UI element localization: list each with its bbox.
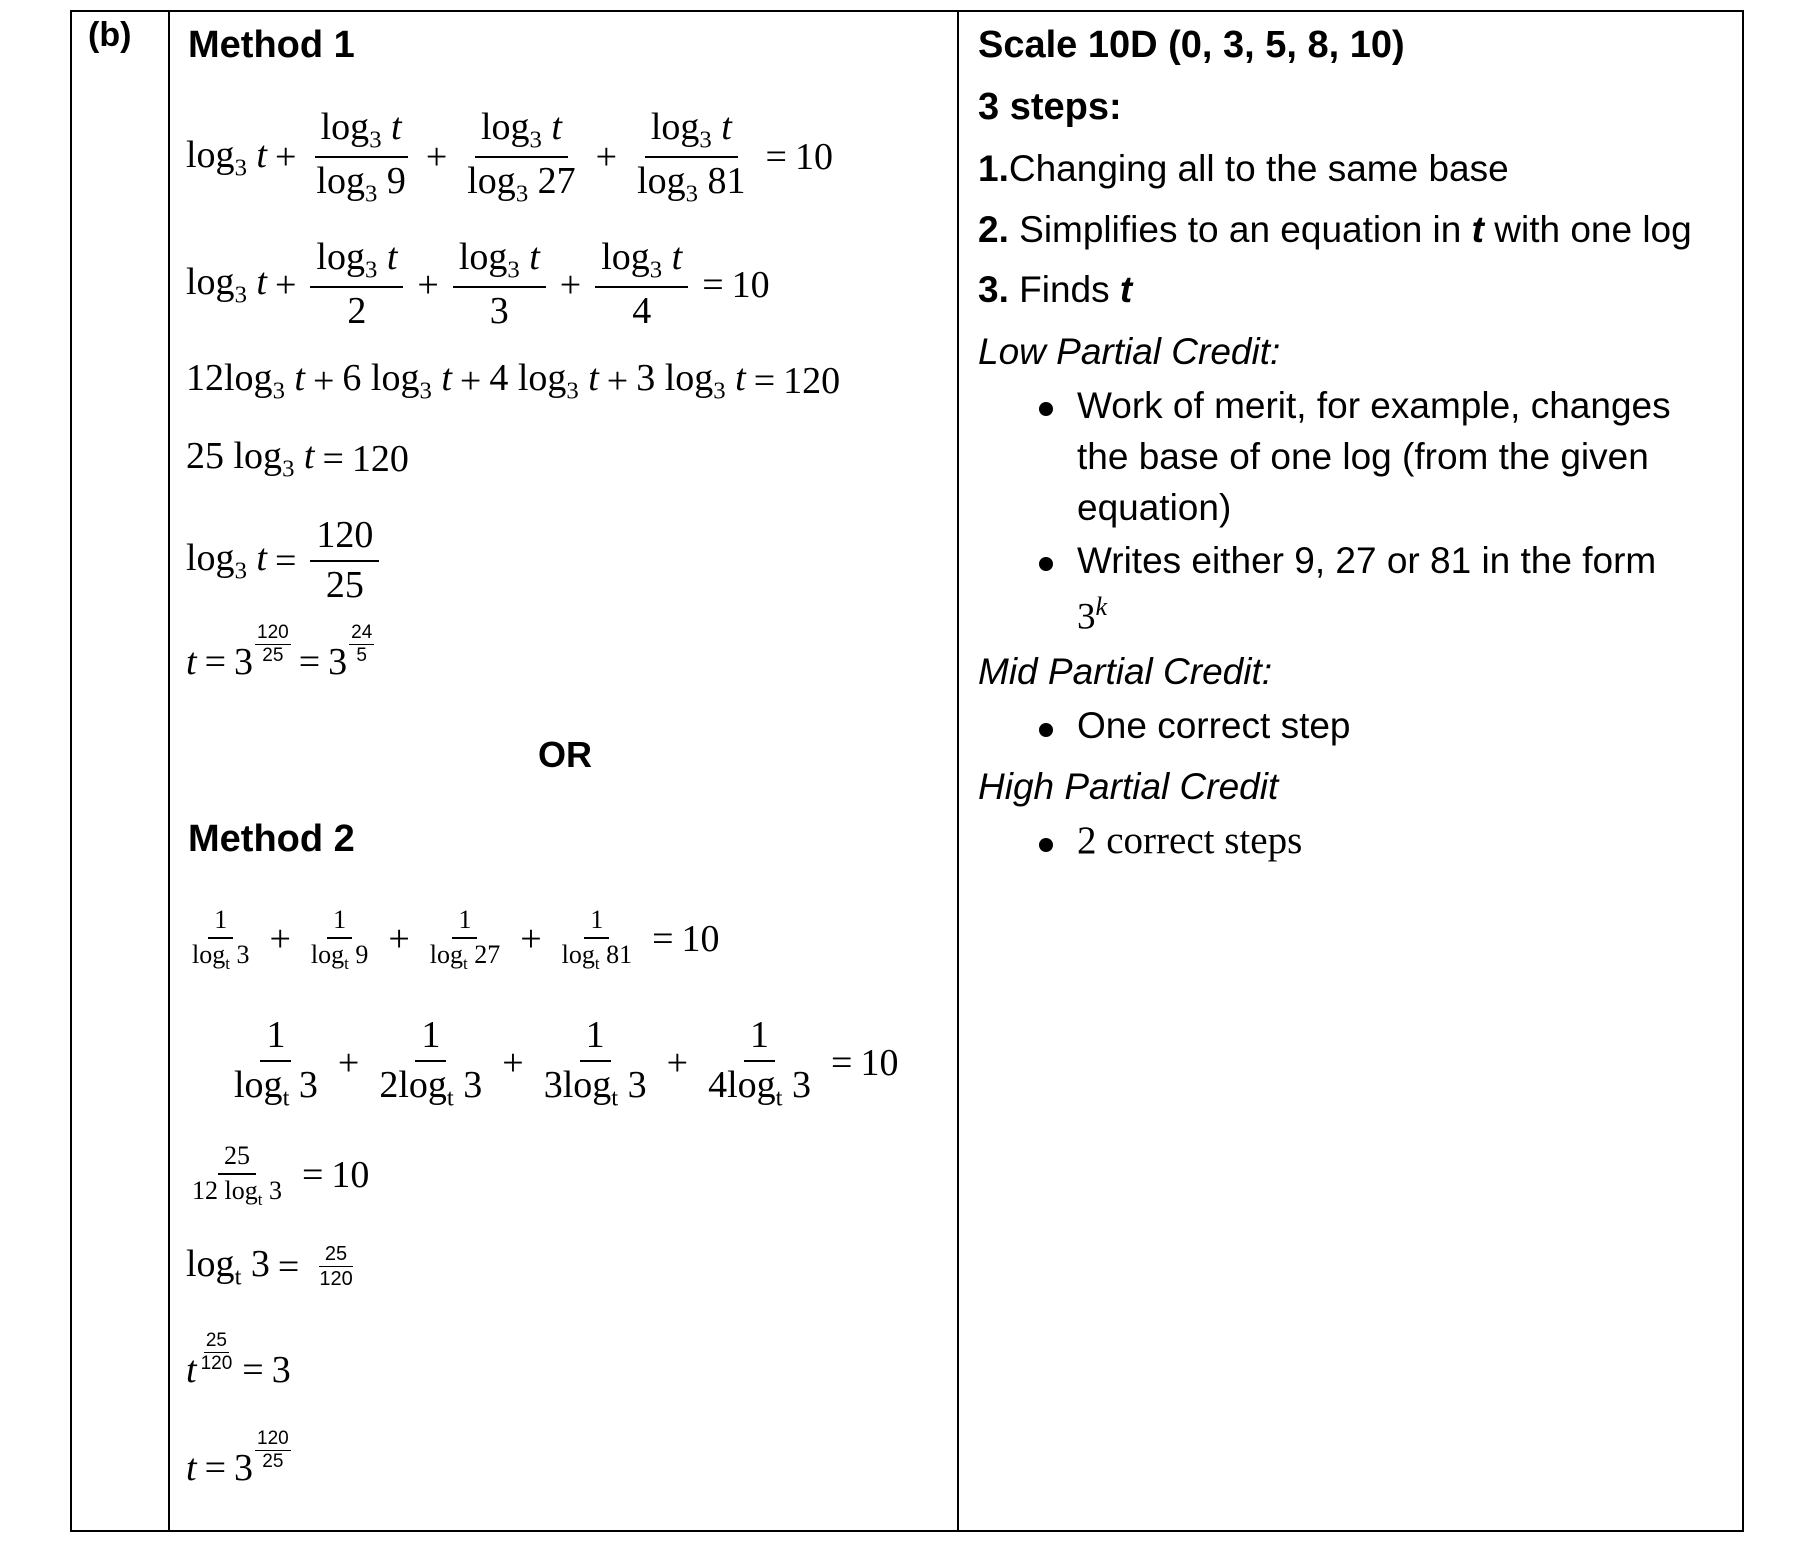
step-3: 3. Finds t <box>978 269 1133 310</box>
high-bullet-1: 2 correct steps <box>1077 819 1303 862</box>
method1-line5: $\log_3 t$ = $\frac{120}{25}$ <box>186 512 385 609</box>
low-bullet-1-line2: the base of one log (from the given <box>1077 436 1649 477</box>
table-right-border <box>1742 10 1744 1532</box>
part-label: (b) <box>88 16 132 54</box>
mid-credit-title: Mid Partial Credit: <box>978 651 1273 692</box>
table-left-border <box>70 10 72 1532</box>
method2-line3: $\frac{25}{12 \log_t 3}$ = 10 <box>192 1141 370 1209</box>
scale-heading: Scale 10D (0, 3, 5, 8, 10) <box>978 24 1405 66</box>
method2-line1: $\frac{1}{\log_t 3}$ + $\frac{1}{\log_t 9}$ + $\frac{1}{\log_t 27}$ + $\frac{1}{\log_t 81}$ = 10 <box>192 905 720 973</box>
low-bullet-2-line1: Writes either 9, 27 or 81 in the form <box>1077 540 1657 581</box>
bullet-icon <box>1039 838 1053 852</box>
mid-bullet-1: One correct step <box>1077 705 1351 746</box>
table-bottom-border <box>70 1530 1744 1532</box>
low-bullet-1-line1: Work of merit, for example, changes <box>1077 385 1671 426</box>
low-bullet-1-line3: equation) <box>1077 487 1232 528</box>
column-divider-2 <box>957 10 959 1532</box>
method2-line6: t = 3 120 25 <box>186 1428 289 1490</box>
or-label: OR <box>538 734 592 775</box>
bullet-icon <box>1039 557 1053 571</box>
method2-line5: t $\frac{25}{120}$ = 3 <box>186 1330 291 1392</box>
method2-heading: Method 2 <box>188 818 355 860</box>
table-top-border <box>70 10 1744 12</box>
step-2: 2. Simplifies to an equation in t with one log <box>978 209 1692 250</box>
column-divider-1 <box>168 10 170 1532</box>
bullet-icon <box>1039 402 1053 416</box>
steps-title: 3 steps: <box>978 86 1122 128</box>
low-credit-title: Low Partial Credit: <box>978 331 1281 372</box>
method1-heading: Method 1 <box>188 24 355 66</box>
bullet-icon <box>1039 723 1053 737</box>
method1-line3: $12\log_3$ t + 6 $\log_3 t$ + 4 $\log_3 t$ + 3 $\log_3 t$ = 120 <box>186 357 841 405</box>
method2-line2: $\frac{1}{\log_t 3}$ + $\frac{1}{2\log_t 3}$ + $\frac{1}{3\log_t 3}$ + $\frac{1}{4\log_t 3}$ = 10 <box>234 1014 899 1112</box>
method1-line6: t = 3 $\frac{120}{25}$ = 3 24 5 <box>186 622 373 684</box>
method2-line4: $\log_t 3$ = $\frac{25}{120}$ <box>186 1243 353 1291</box>
high-credit-title: High Partial Credit <box>978 766 1279 807</box>
method1-line1: $\log_3 t$ + $\frac{\log_3 t}{\log_3 9}$ + $\frac{\log_3 t}{\log_3 27}$ + $\frac{\log_3 t}{\log_3 81}$ = 10 <box>186 106 833 209</box>
low-bullet-2-power: 3$^k$ <box>1077 592 1108 638</box>
method1-line2: $\log_3 t$ + $\frac{\log_3 t}{2}$ + $\frac{\log_3 t}{3}$ + $\frac{\log_3 t}{4}$ = 10 <box>186 236 770 333</box>
method1-line4: 25 $\log_3 t$ = 120 <box>186 435 409 483</box>
step-1: 1.Changing all to the same base <box>978 148 1509 189</box>
